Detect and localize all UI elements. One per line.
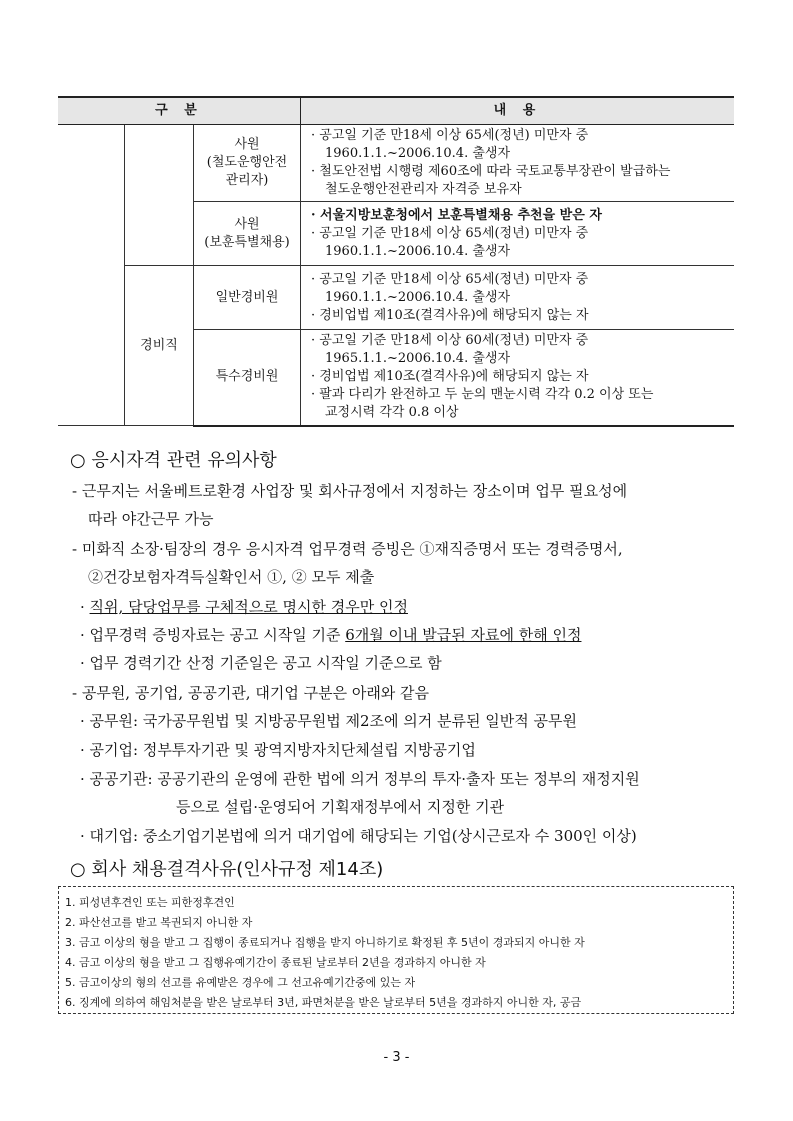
requirement-content: · 서울지방보훈청에서 보훈특별채용 추천을 받은 자 · 공고일 기준 만18세 이상 65세(정년) 미만자 중 1960.1.1.~2006.10.4. 출생자 [301,202,735,266]
sub-category: 사원 (철도운행안전 관리자) [194,125,301,202]
page-number: - 3 - [383,1050,410,1065]
requirement-content: · 공고일 기준 만18세 이상 60세(정년) 미만자 중 1965.1.1.~2006.10.4. 출생자 · 경비업법 제10조(결격사유)에 해당되지 않는 자 · 팔과 다리가 완전하고 두 눈의 맨눈시력 각각 0.2 이상 또는 교정시력 각각 0.8 이상 [301,330,735,426]
sub-category: 특수경비원 [194,330,301,426]
list-item: 3. 금고 이상의 형을 받고 그 집행이 종료되거나 집행을 받지 아니하기로 확정된 후 5년이 경과되지 아니한 자 [65,936,585,949]
blank-category-cell [58,125,125,426]
note-line: · 공공기관: 공공기관의 운영에 관한 법에 의거 정부의 투자·출자 또는 정부의 재정지원 [80,770,640,788]
note-line: 등으로 설립·운영되어 기획재정부에서 지정한 기관 [176,798,505,816]
note-line: · 직위, 담당업무를 구체적으로 명시한 경우만 인정 [80,598,408,616]
list-item: 1. 피성년후견인 또는 피한정후견인 [65,896,235,909]
note-line: · 업무 경력기간 산정 기준일은 공고 시작일 기준으로 함 [80,654,442,672]
disqualification-box [58,886,734,1014]
blank-group-cell [125,125,194,266]
disqualification-heading: ○ 회사 채용결격사유(인사규정 제14조) [70,859,384,880]
note-line: · 공기업: 정부투자기관 및 광역지방자치단체설립 지방공기업 [80,741,476,759]
requirements-table [58,96,734,427]
note-line: - 공무원, 공기업, 공공기관, 대기업 구분은 아래와 같음 [72,684,430,702]
table-row [58,125,734,202]
table-row [58,266,734,330]
list-item: 6. 징계에 의하여 해임처분을 받은 날로부터 3년, 파면처분을 받은 날로부터 5년을 경과하지 아니한 자, 공금 [65,996,582,1009]
notes-heading: ○ 응시자격 관련 유의사항 [70,450,277,471]
note-line: ②건강보험자격득실확인서 ①, ② 모두 제출 [88,568,375,586]
note-line: · 대기업: 중소기업기본법에 의거 대기업에 해당되는 기업(상시근로자 수 300인 이상) [80,827,637,845]
sub-category: 일반경비원 [194,266,301,330]
note-line: · 업무경력 증빙자료는 공고 시작일 기준 6개월 이내 발급된 자료에 한해 인정 [80,626,582,644]
header-category: 구 분 [58,97,301,125]
list-item: 4. 금고 이상의 형을 받고 그 집행유예기간이 종료된 날로부터 2년을 경과하지 아니한 자 [65,956,486,969]
list-item: 5. 금고이상의 형의 선고를 유예받은 경우에 그 선고유예기간중에 있는 자 [65,976,416,989]
header-content: 내 용 [301,97,735,125]
list-item: 2. 파산선고를 받고 복권되지 아니한 자 [65,916,253,929]
note-line: · 공무원: 국가공무원법 및 지방공무원법 제2조에 의거 분류된 일반적 공무원 [80,712,577,730]
note-line: - 근무지는 서울베트로환경 사업장 및 회사규정에서 지정하는 장소이며 업무 필요성에 [72,482,628,500]
note-line: - 미화직 소장·팀장의 경우 응시자격 업무경력 증빙은 ①재직증명서 또는 경력증명서, [72,540,623,558]
group-label: 경비직 [125,266,194,426]
note-line: 따라 야간근무 가능 [88,510,214,528]
requirement-content: · 공고일 기준 만18세 이상 65세(정년) 미만자 중 1960.1.1.~2006.10.4. 출생자 · 철도안전법 시행령 제60조에 따라 국토교통부장관이 발급하는 철도운행안전관리자 자격증 보유자 [301,125,735,202]
sub-category: 사원 (보훈특별채용) [194,202,301,266]
requirement-content: · 공고일 기준 만18세 이상 65세(정년) 미만자 중 1960.1.1.~2006.10.4. 출생자 · 경비업법 제10조(결격사유)에 해당되지 않는 자 [301,266,735,330]
